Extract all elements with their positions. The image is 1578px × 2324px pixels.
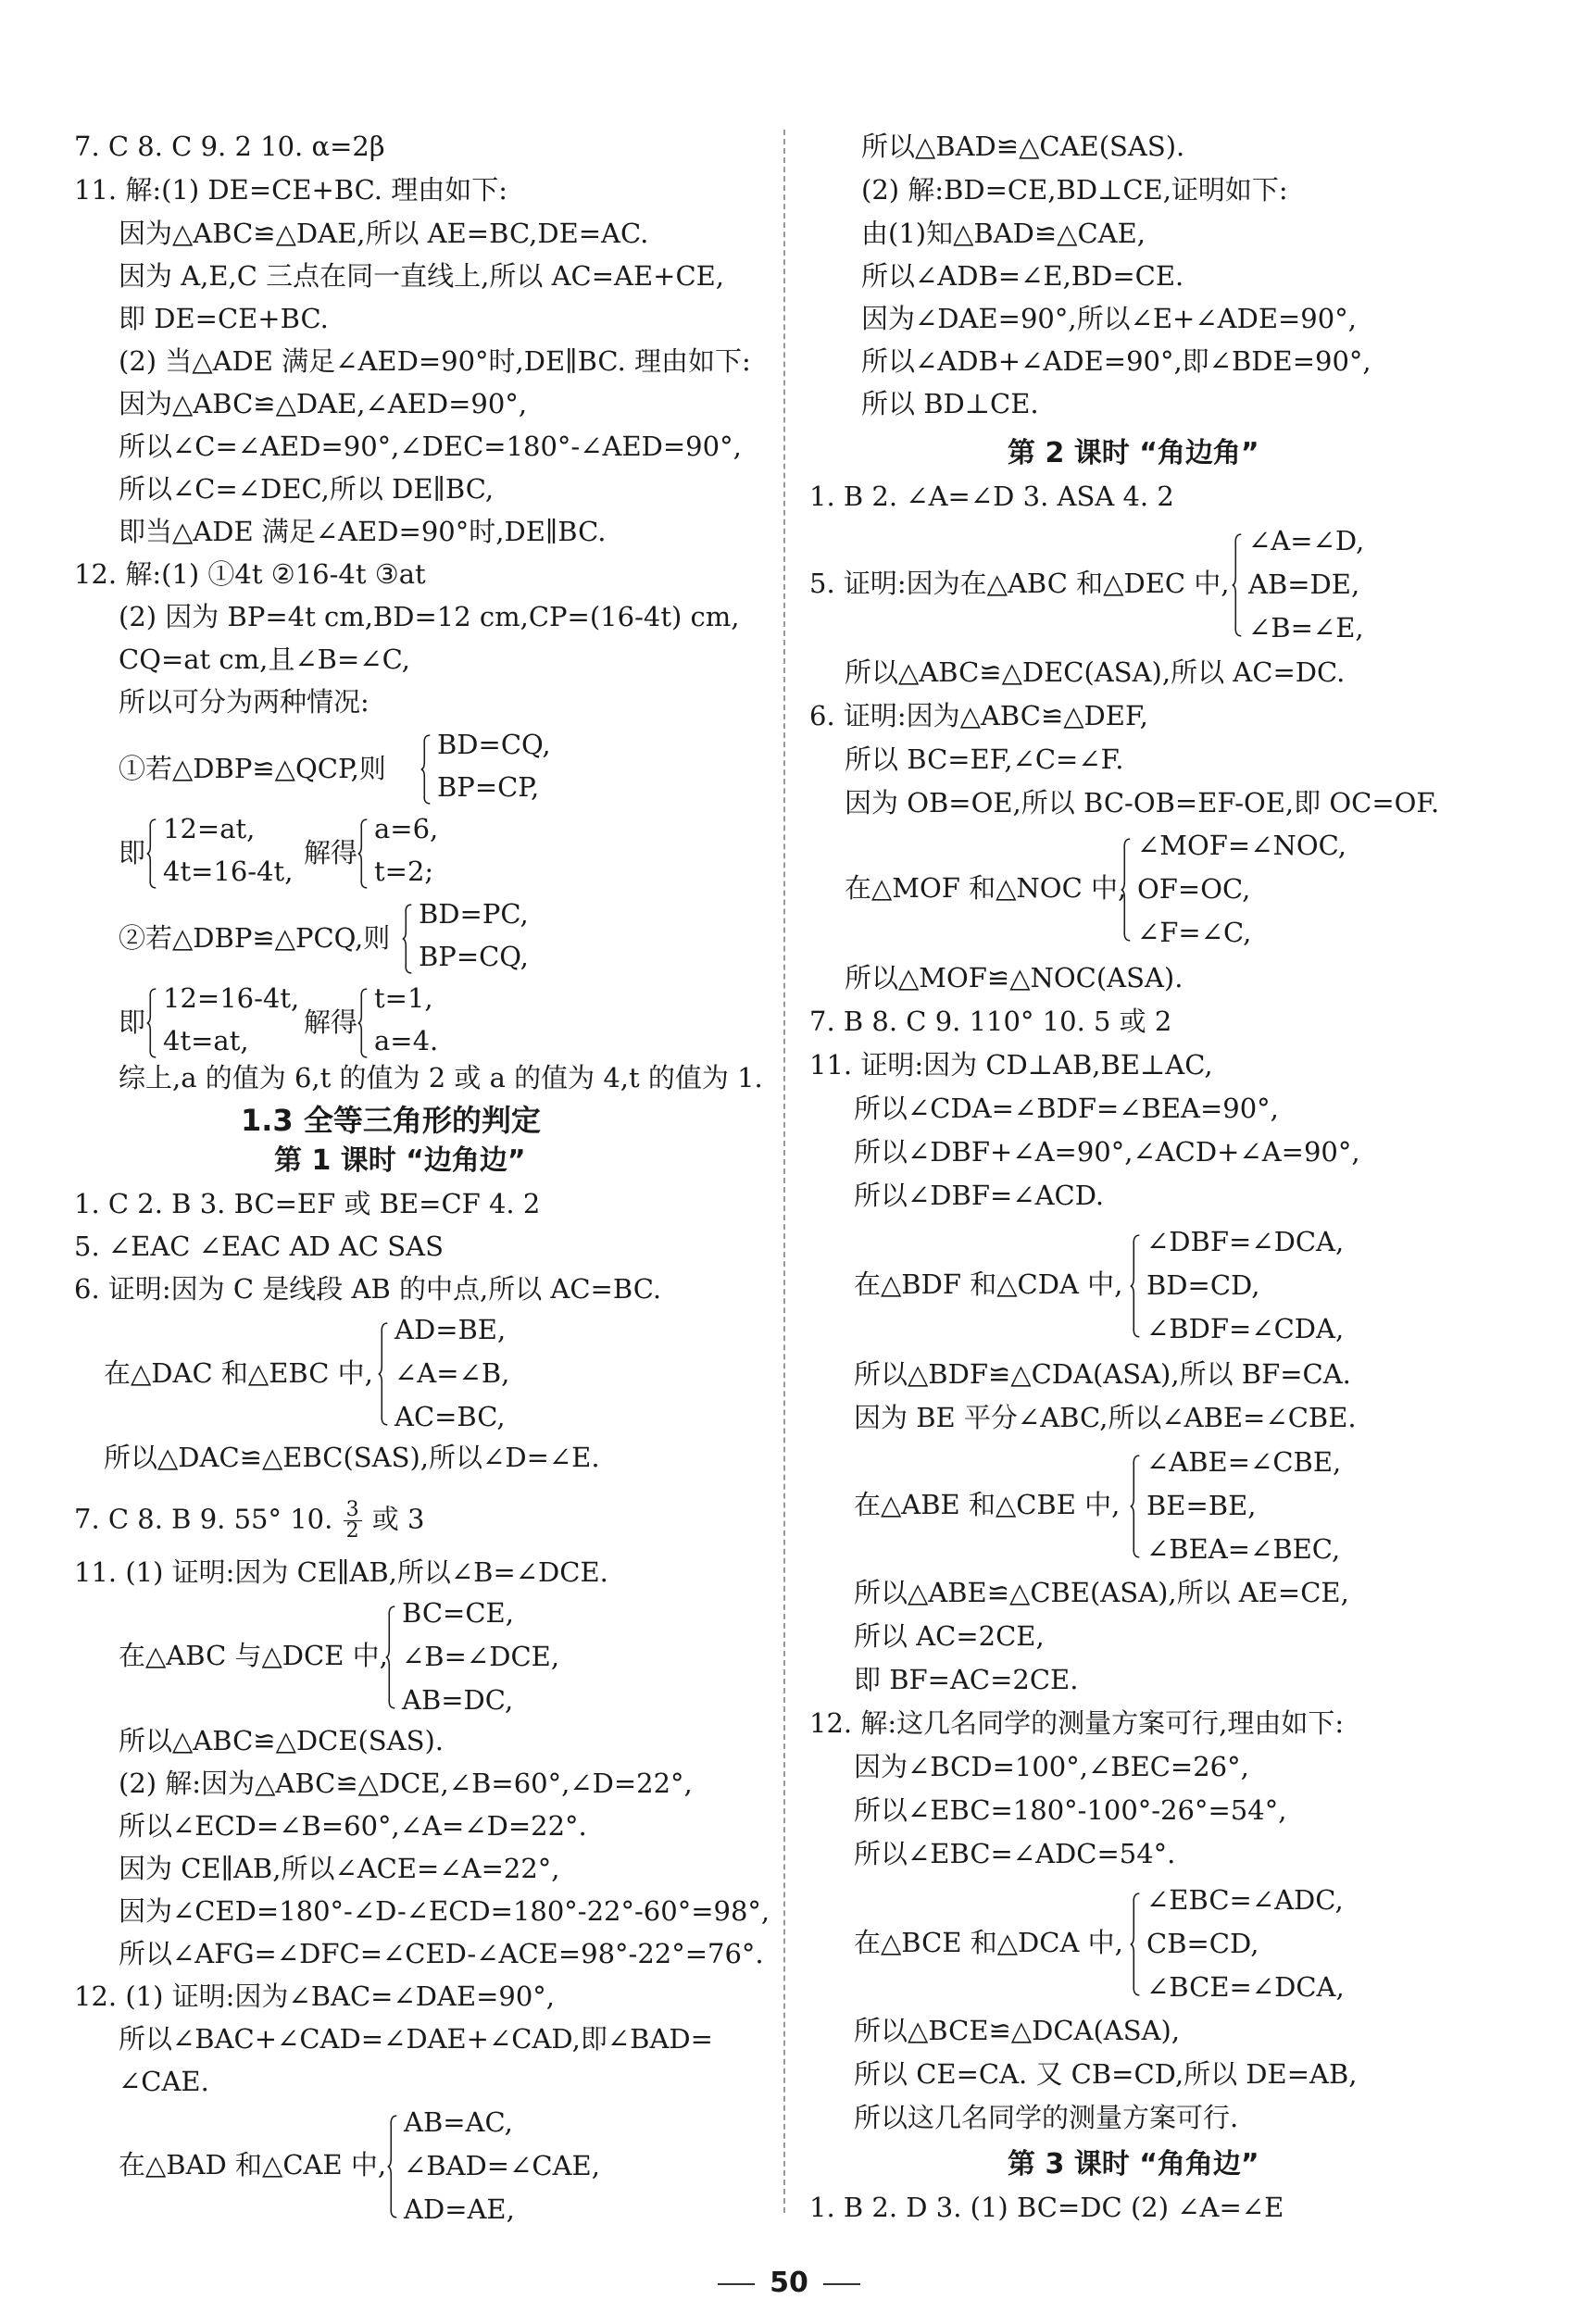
text-line: 因为 OB=OE,所以 BC-OB=EF-OE,即 OC=OF.: [845, 787, 1440, 818]
equation-row: AD=BE,: [394, 1314, 507, 1345]
left-brace-icon: [402, 897, 413, 981]
text-line: 在△ABE 和△CBE 中,: [854, 1489, 1121, 1520]
text-line: 7. C 8. C 9. 2 10. α=2β: [74, 131, 385, 162]
equation-row: BP=CP,: [437, 771, 540, 803]
equation-system: [387, 2105, 628, 2228]
left-brace-icon: [357, 812, 369, 895]
equation-system: [1130, 1225, 1371, 1347]
page-number-dash: [823, 2283, 860, 2285]
text-line: 即当△ADE 满足∠AED=90°时,DE∥BC.: [119, 516, 607, 547]
equation-row: OF=OC,: [1137, 873, 1251, 905]
text-line: 所以△ABE≌△CBE(ASA),所以 AE=CE,: [854, 1577, 1349, 1608]
fraction: [344, 1500, 362, 1542]
equation-row: AB=DE,: [1248, 569, 1360, 600]
text-line: 所以∠DBF=∠ACD.: [854, 1180, 1105, 1211]
equation-row: BP=CQ,: [419, 941, 529, 972]
equation-row: ∠BCE=∠DCA,: [1146, 1971, 1345, 2003]
text-line: 因为 A,E,C 三点在同一直线上,所以 AC=AE+CE,: [119, 260, 725, 292]
text-line: 6. 证明:因为△ABC≌△DEF,: [809, 700, 1148, 731]
equation-system: [1232, 524, 1417, 646]
left-brace-icon: [146, 812, 157, 895]
equation-row: ∠A=∠D,: [1248, 525, 1365, 556]
text-line: 即: [119, 1006, 146, 1038]
text-line: 解得: [304, 1006, 358, 1038]
equation-row: AB=AC,: [404, 2106, 513, 2138]
text-line: 所以∠DBF+∠A=90°,∠ACD+∠A=90°,: [854, 1136, 1360, 1168]
equation-row: a=6,: [374, 813, 439, 844]
text-line: 所以∠CDA=∠BDF=∠BEA=90°,: [854, 1093, 1279, 1124]
text-line: 所以 AC=2CE,: [854, 1620, 1045, 1652]
text-line: 因为∠BCD=100°,∠BEC=26°,: [854, 1751, 1249, 1782]
equation-system: [1130, 1445, 1371, 1568]
text-line: 所以△MOF≌△NOC(ASA).: [845, 962, 1184, 993]
equation-system: [1130, 1883, 1371, 2005]
fraction-numerator: 3: [344, 1500, 362, 1521]
text-line: 因为∠CED=180°-∠D-∠ECD=180°-22°-60°=98°,: [119, 1895, 770, 1927]
text-line: 12. 解:这几名同学的测量方案可行,理由如下:: [809, 1707, 1345, 1739]
text-line: ②若△DBP≌△PCQ,则: [119, 922, 391, 954]
text-line: 因为∠DAE=90°,所以∠E+∠ADE=90°,: [861, 303, 1357, 334]
text-line: 所以这几名同学的测量方案可行.: [854, 2102, 1239, 2133]
equation-row: BD=PC,: [419, 898, 529, 930]
text-line: 所以∠EBC=180°-100°-26°=54°,: [854, 1794, 1287, 1826]
equation-system: [378, 1313, 563, 1435]
left-brace-icon: [1232, 524, 1243, 646]
text-line: 所以可分为两种情况:: [119, 686, 369, 718]
equation-row: a=4.: [374, 1025, 439, 1056]
equation-row: AD=AE,: [404, 2193, 515, 2225]
equation-row: 12=16-4t,: [163, 982, 300, 1014]
text-line: 11. (1) 证明:因为 CE∥AB,所以∠B=∠DCE.: [74, 1556, 608, 1588]
equation-system: [357, 981, 487, 1065]
text-line: [74, 1500, 424, 1542]
text-line: CQ=at cm,且∠B=∠C,: [119, 643, 410, 675]
text-line: 所以△ABC≌△DEC(ASA),所以 AC=DC.: [845, 656, 1346, 688]
text-line: 即 DE=CE+BC.: [119, 303, 329, 334]
text-line: 11. 解:(1) DE=CE+BC. 理由如下:: [74, 174, 507, 206]
fraction-denominator: 2: [345, 1519, 359, 1543]
equation-row: BD=CQ,: [437, 729, 551, 760]
left-brace-icon: [385, 1596, 396, 1718]
equation-row: ∠BAD=∠CAE,: [404, 2150, 600, 2181]
text-line: 在△BCE 和△DCA 中,: [854, 1927, 1123, 1958]
text-line: 所以 BC=EF,∠C=∠F.: [845, 743, 1124, 775]
text-line: 在△MOF 和△NOC 中,: [845, 872, 1127, 904]
lesson-title: 第 3 课时 “角角边”: [1008, 2148, 1259, 2180]
left-brace-icon: [420, 728, 432, 811]
text-line: 在△DAC 和△EBC 中,: [104, 1357, 373, 1389]
equation-row: t=1,: [374, 982, 433, 1014]
equation-row: 4t=16-4t,: [163, 856, 294, 887]
text-line: ①若△DBP≌△QCP,则: [119, 753, 386, 784]
left-brace-icon: [1121, 829, 1132, 951]
left-brace-icon: [378, 1313, 389, 1435]
text-line: (2) 解:因为△ABC≌△DCE,∠B=60°,∠D=22°,: [119, 1768, 693, 1799]
text-line: (2) 当△ADE 满足∠AED=90°时,DE∥BC. 理由如下:: [119, 345, 751, 377]
text-line: 12. 解:(1) ①4t ②16-4t ③at: [74, 558, 426, 590]
lesson-title: 第 1 课时 “边角边”: [274, 1144, 526, 1177]
text-line: 所以 BD⊥CE.: [861, 388, 1039, 419]
column-divider: [783, 130, 785, 2213]
left-brace-icon: [1130, 1225, 1141, 1347]
text-line: 所以 CE=CA. 又 CB=CD,所以 DE=AB,: [854, 2058, 1358, 2090]
text-line: 所以∠BAC+∠CAD=∠DAE+∠CAD,即∠BAD=: [119, 2023, 713, 2055]
text-line: 5. 证明:因为在△ABC 和△DEC 中,: [809, 568, 1230, 599]
equation-row: ∠EBC=∠ADC,: [1146, 1884, 1344, 1916]
text-line: 由(1)知△BAD≌△CAE,: [861, 218, 1146, 249]
answer-text: 或 3: [371, 1503, 425, 1535]
section-title: 1.3 全等三角形的判定: [241, 1103, 541, 1138]
equation-row: ∠BEA=∠BEC,: [1146, 1533, 1341, 1565]
equation-row: ∠ABE=∠CBE,: [1146, 1446, 1342, 1478]
page-number-text: 50: [770, 2267, 808, 2299]
text-line: (2) 解:BD=CE,BD⊥CE,证明如下:: [861, 174, 1288, 206]
equation-row: AB=DC,: [402, 1684, 514, 1716]
text-line: 所以△BAD≌△CAE(SAS).: [861, 131, 1185, 162]
text-line: 11. 证明:因为 CD⊥AB,BE⊥AC,: [809, 1049, 1213, 1081]
text-line: 解得: [304, 837, 358, 868]
text-line: 6. 证明:因为 C 是线段 AB 的中点,所以 AC=BC.: [74, 1273, 662, 1305]
text-line: 5. ∠EAC ∠EAC AD AC SAS: [74, 1231, 444, 1262]
text-line: 所以△BCE≌△DCA(ASA),: [854, 2015, 1181, 2046]
equation-system: [420, 728, 606, 811]
text-line: 因为 CE∥AB,所以∠ACE=∠A=22°,: [119, 1853, 560, 1884]
equation-row: BC=CE,: [402, 1597, 514, 1629]
equation-row: AC=BC,: [394, 1401, 506, 1432]
page-number: [0, 2267, 1578, 2299]
left-brace-icon: [1130, 1883, 1141, 2005]
equation-row: 12=at,: [163, 813, 256, 844]
text-line: 1. B 2. ∠A=∠D 3. ASA 4. 2: [809, 481, 1174, 512]
left-brace-icon: [387, 2105, 398, 2228]
text-line: 在△BDF 和△CDA 中,: [854, 1268, 1123, 1300]
text-line: 所以△ABC≌△DCE(SAS).: [119, 1725, 445, 1756]
equation-row: 4t=at,: [163, 1025, 249, 1056]
text-line: ∠CAE.: [119, 2066, 209, 2097]
text-line: 所以∠EBC=∠ADC=54°.: [854, 1838, 1176, 1869]
text-line: 即 BF=AC=2CE.: [854, 1664, 1079, 1695]
equation-system: [1121, 829, 1361, 951]
text-line: 因为△ABC≌△DAE,∠AED=90°,: [119, 388, 528, 419]
equation-row: ∠DBF=∠DCA,: [1146, 1226, 1345, 1257]
text-line: 所以∠C=∠AED=90°,∠DEC=180°-∠AED=90°,: [119, 431, 742, 462]
equation-row: CB=CD,: [1146, 1928, 1259, 1959]
text-line: 所以△DAC≌△EBC(SAS),所以∠D=∠E.: [104, 1442, 600, 1473]
lesson-title: 第 2 课时 “角边角”: [1008, 437, 1259, 469]
text-line: 在△ABC 与△DCE 中,: [119, 1640, 388, 1671]
equation-row: t=2;: [374, 856, 434, 887]
equation-row: ∠A=∠B,: [394, 1357, 510, 1389]
equation-row: ∠F=∠C,: [1137, 917, 1252, 948]
left-brace-icon: [146, 981, 157, 1065]
left-brace-icon: [357, 981, 369, 1065]
text-line: 所以∠C=∠DEC,所以 DE∥BC,: [119, 473, 495, 505]
equation-row: ∠MOF=∠NOC,: [1137, 830, 1347, 861]
text-line: 12. (1) 证明:因为∠BAC=∠DAE=90°,: [74, 1980, 556, 2012]
equation-row: ∠BDF=∠CDA,: [1146, 1313, 1345, 1344]
text-line: 1. B 2. D 3. (1) BC=DC (2) ∠A=∠E: [809, 2192, 1284, 2223]
equation-system: [402, 897, 587, 981]
equation-row: ∠B=∠E,: [1248, 612, 1364, 643]
text-line: 所以∠ECD=∠B=60°,∠A=∠D=22°.: [119, 1810, 587, 1842]
equation-system: [146, 812, 313, 895]
text-line: 因为△ABC≌△DAE,所以 AE=BC,DE=AC.: [119, 218, 649, 249]
text-line: 7. B 8. C 9. 110° 10. 5 或 2: [809, 1006, 1172, 1037]
answer-text: 7. C 8. B 9. 55° 10.: [74, 1503, 333, 1535]
left-brace-icon: [1130, 1445, 1141, 1568]
text-line: 所以∠AFG=∠DFC=∠CED-∠ACE=98°-22°=76°.: [119, 1938, 764, 1969]
text-line: 即: [119, 837, 146, 868]
equation-row: ∠B=∠DCE,: [402, 1641, 560, 1672]
equation-system: [357, 812, 487, 895]
text-line: 因为 BE 平分∠ABC,所以∠ABE=∠CBE.: [854, 1402, 1357, 1433]
equation-system: [385, 1596, 607, 1718]
text-line: (2) 因为 BP=4t cm,BD=12 cm,CP=(16-4t) cm,: [119, 601, 740, 632]
text-line: 所以△BDF≌△CDA(ASA),所以 BF=CA.: [854, 1358, 1351, 1390]
equation-row: BE=BE,: [1146, 1490, 1257, 1521]
page-number-dash: [718, 2283, 755, 2285]
text-line: 所以∠ADB=∠E,BD=CE.: [861, 260, 1184, 292]
text-line: 所以∠ADB+∠ADE=90°,即∠BDE=90°,: [861, 345, 1371, 377]
text-line: 1. C 2. B 3. BC=EF 或 BE=CF 4. 2: [74, 1188, 541, 1219]
text-line: 综上,a 的值为 6,t 的值为 2 或 a 的值为 4,t 的值为 1.: [119, 1062, 763, 1093]
text-line: 在△BAD 和△CAE 中,: [119, 2149, 387, 2180]
equation-row: BD=CD,: [1146, 1269, 1260, 1301]
